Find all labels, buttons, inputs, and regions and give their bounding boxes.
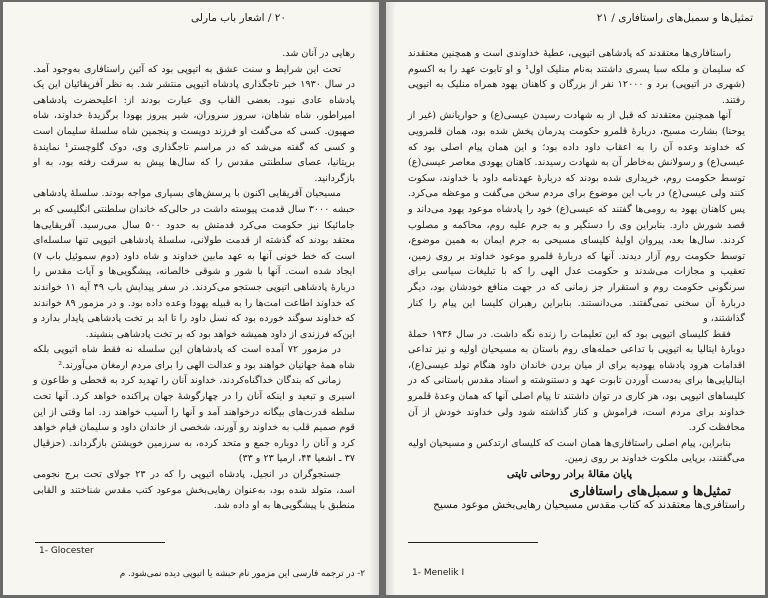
paragraph: راستافری‌ها معتقدند که کتاب مقدس مسیحیان رهایی‌بخش موعود مسیح xyxy=(433,499,745,512)
footnote: ۲- در ترجمه فارسی این مزمور نام حبشه یا اتیوپی دیده نمی‌شود. م xyxy=(119,569,365,579)
gutter-shadow xyxy=(369,2,379,595)
paragraph: جستجوگران در انجیل، پادشاه اتیوپی را که در ۲۳ جولای تحت برج نجومی اسد، متولد شده بود، به‌عنوان رهایی‌بخش موعود کتب مقدس شناختند و القابی منطبق با پیشگویی‌ها به او داده شد. xyxy=(33,469,355,512)
page-body xyxy=(408,46,745,514)
paragraph: راستافاری‌ها معتقدند که پادشاهی اتیوپی، عطیهٔ خداوندی است و همچنین معتقدند که سلیمان و ملکه سبا پسری داشتند به‌نام منلیک اول¹ و او تابوت عهد را به اکسوم (شهری در اتیوپی) برد و ۱۲۰۰۰ نفر از بزرگان و کاهنان یهود همراه منلیک به اتیوپی رفتند. xyxy=(408,48,746,106)
paragraph: زمانی که بندگان خداگناه‌کردند، خداوند آنان را تهدید کرد به قحطی و طاعون و اسیری و تبعید و اینکه آنان را در چهارگوشهٔ جهان پراکنده خواهد کرد. آنها تحت سلطه قدرت‌های بیگانه درخواهند آمد و آنها را آسیب خواهند زد. اما وقتی از این قوم صمیم قلب به خداوند رو آورند، شخصی از خاندان داود و سلیمان قیام خواهد کرد و آنان را دوباره جمع و متحد کرده، به سرزمین خویشتن بازگرداند. (حزقیال ۳۷ ـ اشعیا ۴۴، ارمیا ۲۳ و ۳۳) xyxy=(33,375,355,465)
right-page xyxy=(386,2,765,595)
paragraph: در مزمور ۷۲ آمده است که پادشاهان این سلسله نه فقط شاه اتیوپی بلکه شاه همهٔ جهانیان خواهند بود و عدالت الهی را برای مردم ارمغان می‌آورند.² xyxy=(33,344,355,371)
paragraph: مسیحیان آفریقایی اکنون با پرسش‌های بسیاری مواجه بودند. سلسلهٔ پادشاهی حبشه ۳۰۰۰ سال قدمت پیوسته داشت در حالی‌که خاندان سلطنتی انگلیسی که بر جامائیکا نیز حکومت می‌کرد قدمتش به حدود ۵۰۰ سال می‌رسید. آفریقایی‌ها معتقد بودند که گذشته از قدمت طولانی، سلسلهٔ پادشاهی اتیوپی تنها سلسله‌ای است که خط خونی آنها به عهد مابین خداوند و شاه داود (دوم سموئیل باب ۷) ایجاد شده است. آنها با شور و شوقی خالصانه، پیشگویی‌ها و آیات مقدس را دربارهٔ پادشاهی اتیوپی جستجو می‌کردند. در سفر پیدایش باب ۴۹ آیه ۱۱ خواندند که خداوند اطاعت امت‌ها را به قبیله یهودا وعده داده بود. و در مزمور ۸۹ خواندند که خداوند سوگند خورده بود که نسل داود را تا ابد بر تخت پادشاهی پایدار بدارد و این‌که فرزندی از داود همیشه خواهد بود که بر تخت پادشاهی بنشیند. xyxy=(33,188,356,340)
page-header: ۲۰ / اشعار باب مارلی xyxy=(191,12,287,24)
page-body xyxy=(33,46,355,514)
paragraph: فقط کلیسای اتیوپی بود که این تعلیمات را زنده نگه داشت. در سال ۱۹۳۶ حملهٔ دوبارهٔ ایتالیا به اتیوپی با تداعی حمله‌های روم باستان به مسیحیان اولیه و نیز تداعی اقدامات هرود پادشاه یهودیه برای از میان بردن خاندان داود هنگام تولد عیسی(ع)، اینالیایی‌ها برای به‌دست آوردن تابوت عهد و دستنوشته و اسناد مقدس باستانی که در کلیساهای اتیوپی بود، هر کاری در توان داشتند تا پیام اصلی آنها که همان وعدهٔ قلمرو خداوند برای مردم است، فراموش و کنار گذاشته شود ولی خداوند خودش از آن محافظت کرد. xyxy=(408,328,745,434)
footnote: 1- Menelik I xyxy=(412,568,465,578)
paragraph: آنها همچنین معتقدند که قبل از به شهادت رسیدن عیسی(ع) و حواریانش (غیر از یوحنا) بشارت مسیح، دربارهٔ قلمرو حکومت پدرمان پخش شده بود، همان قلمرویی که خداوند وعده آن را به اعقاب داود داده بود؛ و این همان پیام اصلی بود که عیسی(ع) و رسولانش به‌خاطر آن به شهادت رسیدند. کاهنان یهودی معاصر عیسی(ع) توسط حکومت روم، خریداری شده بودند که دربارهٔ عهدنامه داود با خداوند، سکوت کنند ولی عیسی(ع) در باب این موضوع برای مردم سخن می‌گفت و موعظه می‌کرد. پس کاهنان یهود به رومی‌ها گفتند که عیسی(ع) خود را پادشاه موعود یهود می‌داند و قصد شورش دارد. بنابراین وی را دستگیر و به جرم علیه روم، محاکمه و مصلوب کردند. سال‌ها بعد، پیروان اولیهٔ کلیسای مسیحی به جرم ایمان به همین موضوع، توسط حکومت روم آزار دیدند. آنها که دربارهٔ قلمرو موعود خداوند بر روی زمین، تعقیب و مجازات می‌شدند و حکومت عدل الهی را که با تبلیغات سیاسی برای سرنگونی حکومت روم و استقرار جز زمانی که در جهت منافع خودشان بود، دیگر دربارهٔ آن سخنی نمی‌گفتند. می‌دانستند. بنابراین رهبران کلیسا این پیام را کنار گذاشتند، و xyxy=(408,110,745,325)
paragraph: رهایی در آنان شد. xyxy=(282,48,355,59)
footnote-divider xyxy=(35,542,165,543)
article-end-line: پایان مقالهٔ برادر روحانی تاپتی xyxy=(506,469,633,481)
paragraph: تحت این شرایط و سنت عشق به اتیوپی بود که آئین راستافاری به‌وجود آمد. در سال ۱۹۳۰ خبر تاجگذاری پادشاه اتیوپی منتشر شد. به نظر آفریقائیان این یک پادشاه عادی نبود. بعضی القاب وی عبارت بودند از: اعلیحضرت پادشاهی امپراطور، شاه شاهان، سرور سروران، شیر پیروز یهودا برگزیدهٔ خداوند، شاه صهیون. کسی که می‌گفت او فرزند دویست و پنجمین شاه سلسلهٔ سلیمان است و کسی که گفته می‌شد که در مراسم تاجگذاری وی، دوک گلوچستر¹ نمایندهٔ بریتانیا، عصای سلطنتی مقدس را که سال‌ها پیش به سرقت رفته بود، به او بازگردانید. xyxy=(33,63,356,184)
left-page xyxy=(3,2,379,595)
paragraph: بنابراین، پیام اصلی راستافاری‌ها همان است که کلیسای ارتدکس و مسیحیان اولیه می‌گفتند، برپایی ملکوت خداوند بر روی زمین. xyxy=(408,437,745,465)
footnote: 1- Glocester xyxy=(39,546,94,556)
section-title: تمثیل‌ها و سمبل‌های راستافاری xyxy=(569,482,731,498)
page-header: تمثیل‌ها و سمبل‌های راستافاری / ۲۱ xyxy=(596,12,753,24)
gutter-shadow xyxy=(386,2,396,595)
footnote-divider xyxy=(408,542,538,543)
